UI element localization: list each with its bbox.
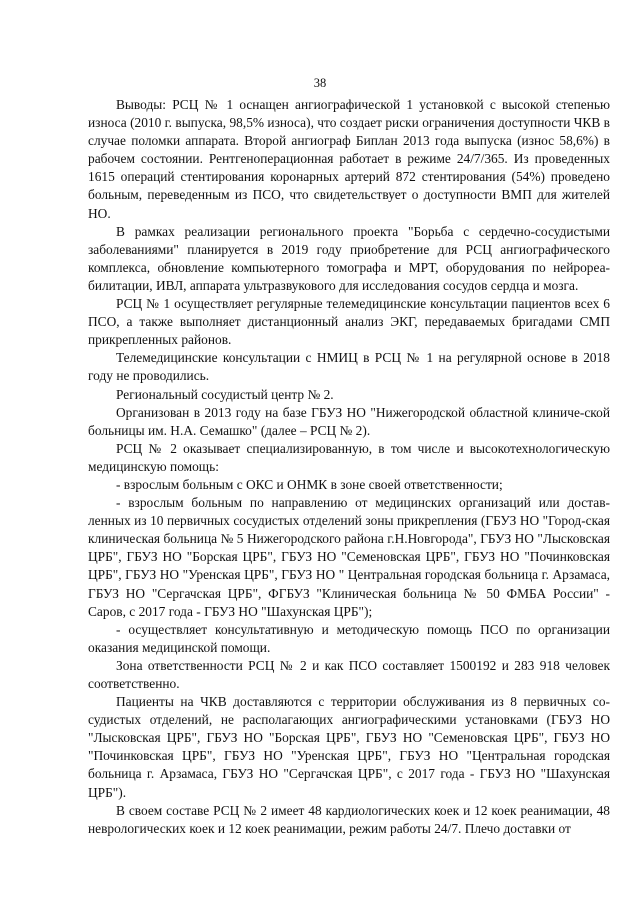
- list-item-referrals: - взрослым больным по направлению от медицинских организаций или достав-ленных из 10 первичных сосудистых отделений зоны прикрепления (ГБУЗ НО "Город-ская клиническая больница № 5 Нижегородского района г.Н.Новгорода", ГБУЗ НО "Лысковская ЦРБ", ГБУЗ НО "Борская ЦРБ", ГБУЗ НО "Семеновская ЦРБ", ГБУЗ НО "Починковская ЦРБ", ГБУЗ НО "Уренская ЦРБ", ГБУЗ НО " Центральная городская больница г. Арзамаса, ГБУЗ НО "Сергачская ЦРБ", ФГБУЗ "Клиническая больница № 50 ФМБА России" - Саров, с 2017 года - ГБУЗ НО "Шахунская ЦРБ");: [88, 495, 610, 619]
- paragraph-beds: В своем составе РСЦ № 2 имеет 48 кардиологических коек и 12 коек реанимации, 48 неврологических коек и 12 коек реанимации, режим работы 24/7. Плечо доставки от: [88, 802, 610, 836]
- paragraph-regional-project: В рамках реализации регионального проекта "Борьба с сердечно-сосудистыми заболеваниями" планируется в 2019 году приобретение для РСЦ ангиографического комплекса, обновление компьютерного томографа и МРТ, оборудования по нейрореа-билитации, ИВЛ, аппарата ультразвукового для исследования сосудов сердца и мозга.: [88, 223, 610, 293]
- paragraph-telemedicine-nmic: Телемедицинские консультации с НМИЦ в РСЦ № 1 на регулярной основе в 2018 году не проводились.: [88, 350, 610, 384]
- paragraph-organized: Организован в 2013 году на базе ГБУЗ НО "Нижегородской областной клиниче-ской больницы им. Н.А. Семашко" (далее – РСЦ № 2).: [88, 404, 610, 438]
- page-number: 38: [313, 76, 327, 90]
- list-item-consulting: - осуществляет консультативную и методическую помощь ПСО по организации оказания медицинской помощи.: [88, 621, 610, 655]
- paragraph-pci-delivery: Пациенты на ЧКВ доставляются с территории обслуживания из 8 первичных со-судистых отделений, не располагающих ангиографическими установками (ГБУЗ НО "Лысковская ЦРБ", ГБУЗ НО "Борская ЦРБ", ГБУЗ НО "Семеновская ЦРБ", ГБУЗ НО "Починковская ЦРБ", ГБУЗ НО "Уренская ЦРБ", ГБУЗ НО "Центральная городская больница г. Арзамаса, ГБУЗ НО "Сергачская ЦРБ", с 2017 года - ГБУЗ НО "Шахунская ЦРБ").: [88, 694, 610, 800]
- paragraph-section-heading: Региональный сосудистый центр № 2.: [116, 386, 334, 402]
- list-item-oks-onmk: - взрослым больным с ОКС и ОНМК в зоне своей ответственности;: [116, 476, 503, 492]
- paragraph-responsibility-zone: Зона ответственности РСЦ № 2 и как ПСО составляет 1500192 и 283 918 человек соответственно.: [88, 657, 610, 691]
- paragraph-telemedicine-pso: РСЦ № 1 осуществляет регулярные телемедицинские консультации пациентов всех 6 ПСО, а также выполняет дистанционный анализ ЭКГ, передаваемых бригадами СМП прикрепленных районов.: [88, 296, 610, 348]
- paragraph-services-intro: РСЦ № 2 оказывает специализированную, в том числе и высокотехнологическую медицинскую помощь:: [88, 440, 610, 474]
- paragraph-conclusions: Выводы: РСЦ № 1 оснащен ангиографической 1 установкой с высокой степенью износа (2010 г. выпуска, 98,5% износа), что создает риски ограничения доступности ЧКВ в случае поломки аппарата. Второй ангиограф Биплан 2013 года выпуска (износ 58,6%) в рабочем состоянии. Рентгеноперационная работает в режиме 24/7/365. Из проведенных 1615 операций стентирования коронарных артерий 872 стентирования (54%) проведено больным, переведенным из ПСО, что свидетельствует о доступности ВМП для жителей НО.: [88, 97, 610, 221]
- document-body: [88, 96, 610, 838]
